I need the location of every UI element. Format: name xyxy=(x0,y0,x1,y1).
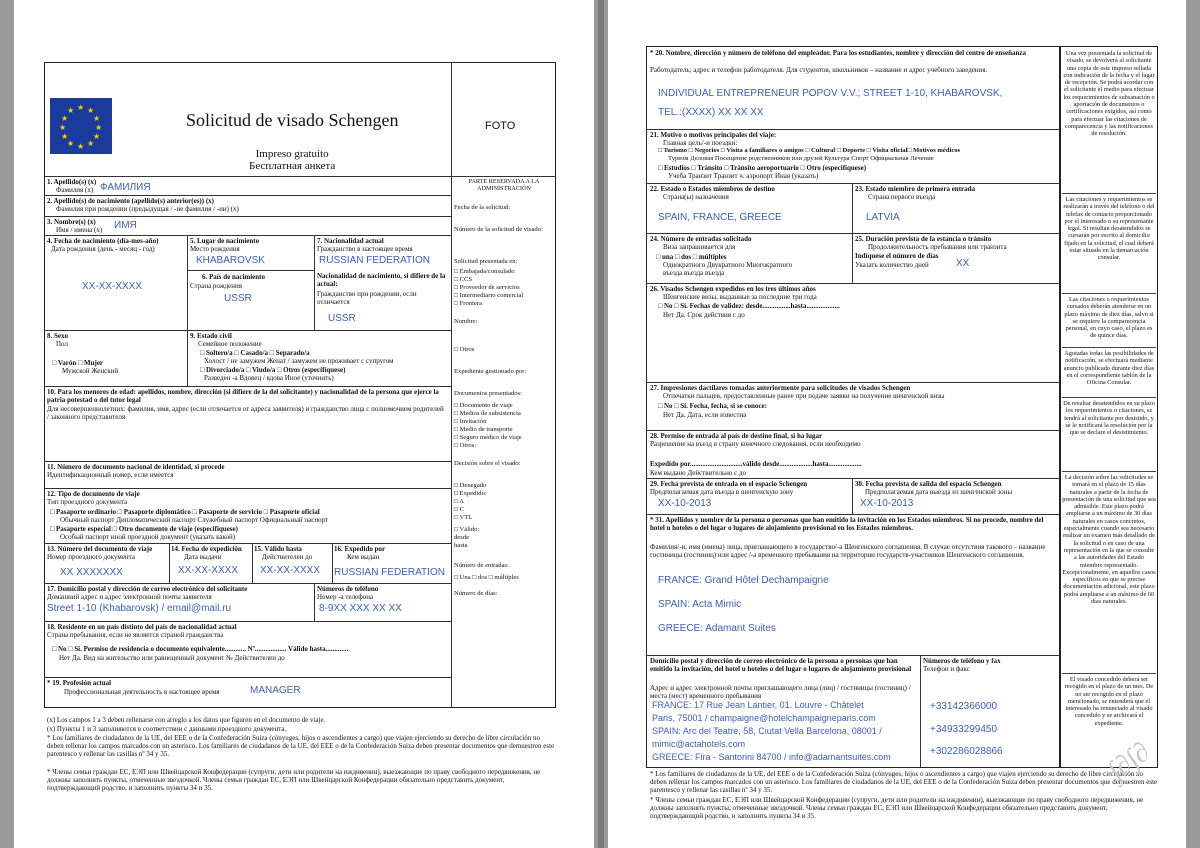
admin-item: Nombre: xyxy=(454,318,478,325)
footnote-1: (x) Los campos 1 a 3 deben rellenarse con arreglo a los datos que figuren en el documento de viaje. xyxy=(47,716,326,724)
side-note: Las citaciones o requerimientos cursados deberán atenderse en un plazo máximo de diez días, salvo si se requiere la comparecencia personal, en cuyo caso, el plazo es de quince días. xyxy=(1064,296,1154,340)
footnote-p2-2: * Члены семьи граждан ЕС, ЕЭП или Швейцарской Конфедерации (супруги, дети или родители на иждивении), выезжающие по праву свободного передвижения, не должны заполнять пункты, отмеченные звездочкой. Члены семьи граждан ЕС, ЕЭП или Швейцарской Конфедерации обязательно представить документ, подтверждающий родство, и заполнить пункты 34 и 35. xyxy=(650,796,1144,820)
inviter-phone-2[interactable]: +34933299450 xyxy=(930,724,998,735)
field-24-ru: Виза запрашивается для xyxy=(663,243,736,251)
marital-options-2-ru: Разведен -а Вдовец / вдова Иное (уточнить) xyxy=(204,374,334,382)
inviter-phone-3[interactable]: +302286028866 xyxy=(930,746,1003,757)
admin-item: Expediente gestionado por: xyxy=(454,368,527,375)
field-19-ru: Профессиональная деятельность в настоящее время xyxy=(64,688,220,696)
field-16-label: 16. Expedido por xyxy=(334,545,386,553)
admin-header: PARTE RESERVADA A LA ADMINISTRACIÓN xyxy=(468,178,540,192)
field-29-ru: Предполагаемая дата въезда в шенгенскую зону xyxy=(650,488,794,496)
field-17-ru: Домашний адрес и адрес электронной почты заявителя xyxy=(47,593,212,601)
admin-item[interactable]: □ Una □ dos □ múltiples xyxy=(454,574,519,581)
field-11-label: 11. Número de documento nacional de identidad, si procede xyxy=(47,463,225,471)
employer-value-2[interactable]: TEL.:(XXXX) XX XX XX xyxy=(658,107,764,118)
doc-type-options-2-ru: Особый паспорт иной проездной документ (указать какой) xyxy=(60,533,236,541)
field-31-label: * 31. Apellidos y nombre de la persona o personas que han emitido la invitación en los Estados miembros. Si no procede, nombre del hotel u hoteles o del lugar o lugares de alojamiento provisional en los Estados miembros. xyxy=(650,516,1044,532)
eu-flag-icon: ★ ★ ★ ★ ★ ★ ★ ★ ★ ★ ★ ★ xyxy=(50,98,112,154)
admin-item: Número de la solicitud de visado: xyxy=(454,226,543,233)
admin-item[interactable]: □ Invitación xyxy=(454,418,487,425)
field-7-ru: Гражданство в настоящее время xyxy=(317,245,413,253)
employer-value-1[interactable]: INDIVIDUAL ENTREPRENEUR POPOV V.V.; STREET 1-10, KHABAROVSK, xyxy=(658,88,1003,99)
field-11-ru: Идентификационный номер, если имеется xyxy=(47,471,174,479)
nationality-value[interactable]: RUSSIAN FEDERATION xyxy=(319,255,430,266)
field-8-label: 8. Sexo xyxy=(47,332,68,340)
field-20-label: * 20. Nombre, dirección y número de teléfono del empleador. Para los estudiantes, nombre y dirección del centro de enseñanza xyxy=(650,49,1026,57)
side-note: De resultar desatendidos en su plazo los requerimientos o citaciones, se tendrá al solicitante por desistido, y se le notificará la resolución por la que se declare el desistimiento. xyxy=(1063,400,1155,437)
admin-item[interactable]: □ Denegado xyxy=(454,482,487,489)
admin-item[interactable]: □ Otros: xyxy=(454,442,477,449)
field-26-ru: Шенгенские визы, выданные за последние три года xyxy=(663,293,817,301)
inviter-address-2[interactable]: Paris, 75001 / champaigne@hotelchampaigneparis.com xyxy=(652,713,876,723)
phone-value[interactable]: 8-9XX XXX XX XX xyxy=(319,603,402,614)
field-19-label: * 19. Profesión actual xyxy=(47,679,112,687)
field-24-label: 24. Número de entradas solicitado xyxy=(650,235,752,243)
side-note-divider xyxy=(1062,347,1156,348)
form-title: Solicitud de visado Schengen xyxy=(186,110,399,130)
admin-item[interactable]: □ Proveedor de servicios xyxy=(454,284,520,291)
purpose-options-2[interactable]: □ Estudios □ Tránsito □ Tránsito aeroportuario □ Otro (especifíquese) xyxy=(658,164,867,172)
marital-options-2[interactable]: □ Divorciado/a □ Viudo/a □ Otros (especifíquese) xyxy=(200,366,346,374)
admin-item: hasta xyxy=(454,542,468,549)
field-16-ru: Кем выдан xyxy=(347,553,380,561)
exit-date-value[interactable]: XX-10-2013 xyxy=(860,498,914,509)
field-22-label: 22. Estado o Estados miembros de destino xyxy=(650,185,775,193)
side-note: La decisión sobre las solicitudes se tomará en el plazo de 15 días naturales a partir de la fecha de presentación de una solicitud que sea admisible. Este plazo podrá ampliarse a un máximo de 30 días naturales en casos concretos, especialmente cuando sea necesario realizar un examen más detallado de la solicitud o en caso de una representación en la que se consulte a las autoridades del Estado miembro representado. Excepcionalmente, en aquellos casos específicos en que se precise documentación adicional, este plazo podrá ampliarse a un máximo de 60 días naturales. xyxy=(1062,474,1156,606)
field-1-label: 1. Apellido(s) (x) xyxy=(47,178,97,186)
field-14-label: 14. Fecha de expedición xyxy=(171,545,242,553)
field-27-ru: Отпечатки пальцев, предоставленные ранее при подаче заявки на получение шенгенской визы xyxy=(663,392,945,400)
footnote-3: * Los familiares de ciudadanos de la UE, del EEE o de la Confederación Suiza (cónyuges, hijos o ascendientes a cargo) que viajen ejerciendo su derecho de libre circulación no deben rellenar los campos marcados con un asterisco. Los familiares de ciudadanos de la UE, del EEE o de la Confederación Suiza deben presentar documentos que demuestren este parentesco y rellenar las casillas nº 34 y 35. xyxy=(47,734,555,758)
fingerprint-options[interactable]: □ No □ Sí. Fecha, fecha, si se conoce: xyxy=(658,402,767,410)
side-note-divider xyxy=(1062,673,1156,674)
field-25-ru-3: Указать количество дней xyxy=(855,261,929,269)
field-28-ru: Разрешение на въезд в страну конечного следования, если необходимо xyxy=(650,440,861,448)
sex-options[interactable]: □ Varón □ Mujer xyxy=(52,359,104,367)
admin-item[interactable]: □ CCS xyxy=(454,276,473,283)
footnote-2: (x) Пункты 1 и 3 заполняются в соответствии с данными проездного документа. xyxy=(47,725,287,733)
field-32b-ru: Телефон и факс xyxy=(923,665,970,673)
inviter-france[interactable]: FRANCE: Grand Hôtel Dechampaigne xyxy=(658,575,829,586)
field-23-label: 23. Estado miembro de primera entrada xyxy=(855,185,976,193)
side-note: Una vez presentada la solicitud de visado, se devolverá al solicitante una copia de este impreso sellada con indicación de la fecha y el lugar de recepción. Se podrá acordar con el solicitante el medio para efectuar los requerimientos de subsanación o aportación de documentos o certificaciones exigidos, así como para efectuar las citaciones de comparecencia y las notificaciones de resolución. xyxy=(1063,50,1155,138)
field-26-label: 26. Visados Schengen expedidos en los tres últimos años xyxy=(650,285,816,293)
inviter-address-3[interactable]: SPAIN: Arc del Teatre, 58, Ciutat Vella Barcelona, 08001 / xyxy=(652,726,882,736)
admin-item[interactable]: □ VTL xyxy=(454,514,473,521)
field-17b-label: Números de teléfono xyxy=(317,585,379,593)
side-note-divider xyxy=(1062,193,1156,194)
admin-item: Número de entradas: xyxy=(454,562,509,569)
field-23-ru: Страна первого въезда xyxy=(868,193,936,201)
page-divider xyxy=(598,0,604,848)
sex-options-ru: Мужской Женский xyxy=(62,367,119,375)
admin-item[interactable]: □ Válido: xyxy=(454,526,480,533)
admin-item[interactable]: □ Otros xyxy=(454,346,475,353)
birthplace-value[interactable]: KHABAROVSK xyxy=(196,255,265,266)
surname-value[interactable]: ФАМИЛИЯ xyxy=(100,182,151,193)
admin-item[interactable]: □ Seguro médico de viaje xyxy=(454,434,522,441)
admin-item: Solicitud presentada en: xyxy=(454,258,518,265)
purpose-options-1-ru: Туризм Деловая Посещение родственников или друзей Культура Спорт Официальная Лечение xyxy=(668,155,934,162)
field-7b-label: Nacionalidad de nacimiento, si difiere de la actual: xyxy=(317,272,446,288)
fingerprint-options-ru: Нет Да. Дата, если известна xyxy=(663,411,747,419)
address-email-value[interactable]: Street 1-10 (Khabarovsk) / email@mail.ru xyxy=(47,603,232,614)
admin-item: Documentos presentados: xyxy=(454,390,522,397)
admin-item[interactable]: □ Expedido: xyxy=(454,490,487,497)
inviter-greece[interactable]: GREECE: Adamant Suites xyxy=(658,623,776,634)
field-18-ru: Страна пребывания, если не является страной гражданства xyxy=(47,631,224,639)
field-29-label: 29. Fecha prevista de entrada en el espacio Schengen xyxy=(650,480,808,488)
entry-permit-line[interactable]: Expedido por..............................válido desde...................hasta................... xyxy=(650,460,862,468)
entries-options-ru-2: въезда въезда въезда xyxy=(663,269,725,277)
field-2-ru: Фамилия при рождении (предыдущая / -ие фамилия / -ии) (x) xyxy=(56,205,239,213)
entries-options-ru: Однократного Двукратного Многократного xyxy=(663,261,793,269)
field-32-ru: Адрес и адрес электронной почты приглашающего лица (лиц) / гостиницы (гостиниц) / места (мест) временного пребывания xyxy=(650,684,911,700)
field-9-label: 9. Estado civil xyxy=(190,332,232,340)
entry-permit-line-ru: Кем выдано Действительно с до xyxy=(650,469,747,477)
admin-item: desde xyxy=(454,534,470,541)
admin-item[interactable]: □ Medios de subsistencia xyxy=(454,410,521,417)
field-25-ru: Продолжительность пребывания или транзита xyxy=(868,243,1007,251)
field-30-ru: Предполагаемая дата выезда из шенгенской зоны xyxy=(865,488,1013,496)
admin-item: Fecha de la solicitud: xyxy=(454,204,511,211)
birthdate-value[interactable]: XX-XX-XXXX xyxy=(82,281,143,292)
field-14-ru: Дата выдачи xyxy=(184,553,222,561)
profession-value[interactable]: MANAGER xyxy=(250,685,301,696)
photo-box: FOTO xyxy=(485,120,516,132)
inviter-address-1[interactable]: FRANCE: 17 Rue Jean Lantier, 01. Louvre - Châtelet xyxy=(652,700,864,710)
side-note: Las citaciones y requerimientos se realizarán a través del teléfono o del telefax de contacto proporcionado por el interesado o su representante legal. Si resultan desatendidos se cursarán por escrito al domicilio fijado en la solicitud, el cual deberá estar situado en la demarcación consular. xyxy=(1063,196,1155,262)
name-value[interactable]: ИМЯ xyxy=(114,220,137,231)
field-7-label: 7. Nacionalidad actual xyxy=(317,237,384,245)
field-10-ru: Для несовершеннолетних: фамилия, имя, адрес (если отличается от адреса заявителя) и гражданство лица с полномочием родителей / законного представителя xyxy=(47,405,444,421)
inviter-phone-1[interactable]: +33142366000 xyxy=(930,701,998,712)
inviter-address-5[interactable]: GREECE: Fira - Santorini 84700 / info@adamantsuites.com xyxy=(652,752,891,762)
admin-item[interactable]: □ Documento de viaje xyxy=(454,402,513,409)
field-7b-ru: Гражданство при рождении, если отличается xyxy=(317,290,417,306)
field-6-ru: Страна рождения xyxy=(190,282,242,290)
admin-item[interactable]: □ A xyxy=(454,498,465,505)
field-1-ru: Фамилия (x) xyxy=(56,186,94,194)
field-4-label: 4. Fecha de nacimiento (día-mes-año) xyxy=(47,237,159,245)
admin-item[interactable]: □ Frontera xyxy=(454,300,482,307)
field-15-ru: Действителен до xyxy=(262,553,313,561)
birth-country-value[interactable]: USSR xyxy=(224,293,252,304)
field-3-ru: Имя / имена (x) xyxy=(56,226,103,234)
document-page-1 xyxy=(14,0,594,848)
field-17-label: 17. Domicilio postal y dirección de correo electrónico del solicitante xyxy=(47,585,248,593)
previous-visa-options-ru: Нет Да. Срок действия с до xyxy=(663,311,745,319)
field-31-ru: Фамилия/-и, имя (имена) лица, приглашающего в государство/-а Шенгенского соглашения. В случае отсутствия такового – название гостиницы (гостиниц) или адрес /-а временного пребывания на территории государств-участников Шенгенского соглашения. xyxy=(650,543,1046,559)
marital-options-1-ru: Холост / не замужем Женат / замужем не проживает с супругом xyxy=(204,357,394,365)
purpose-options-1[interactable]: □ Turismo □ Negocios □ Visita a familiares o amigos □ Cultural □ Deporte □ Visita oficial□ Motivos médicos xyxy=(658,147,961,154)
side-note: Agotadas todas las posibilidades de notificación, se efectuará mediante anuncio publicado durante diez días en el correspondiente tablón de la Oficina Consular. xyxy=(1063,350,1155,387)
field-15-label: 15. Válido hasta xyxy=(254,545,302,553)
admin-item: Decisión sobre el visado: xyxy=(454,460,521,467)
side-note-divider xyxy=(1062,293,1156,294)
field-32-label: Domicilio postal y dirección de correo electrónico de la persona o personas que han emitido la invitación, del hotel u hoteles o del lugar o lugares de alojamiento provisional xyxy=(650,657,912,673)
side-note-divider xyxy=(1062,397,1156,398)
field-21-ru: Главная цель/-и поездки: xyxy=(663,139,738,147)
admin-item[interactable]: □ C xyxy=(454,506,465,513)
footnote-p2-1: * Los familiares de ciudadanos de la UE, del EEE o de la Confederación Suiza (cónyuges, hijos o ascendientes a cargo) que viajen ejerciendo su derecho de libre circulación no deben rellenar los campos marcados con un asterisco. Los familiares de ciudadanos de la UE, del EEE o de la Confederación Suiza deben presentar documentos que demuestren este parentesco y rellenar las casillas nº 34 y 35. xyxy=(650,770,1158,794)
field-6-label: 6. País de nacimiento xyxy=(202,273,265,281)
side-note: El visado concedido deberá ser recogido en el plazo de un mes. De no ser recogido en el plazo mencionado, se entenderá que el interesado ha renunciado al visado concedido y se archivará el expediente. xyxy=(1064,676,1154,727)
doc-type-options-1[interactable]: □ Pasaporte ordinario □ Pasaporte diplomático □ Pasaporte de servicio □ Pasaporte oficial xyxy=(50,508,320,516)
side-note-divider xyxy=(1062,471,1156,472)
field-32b-label: Números de teléfono y fax xyxy=(923,657,1001,665)
entry-date-value[interactable]: XX-10-2013 xyxy=(658,498,712,509)
birth-nationality-value[interactable]: USSR xyxy=(328,313,356,324)
field-25-label: 25. Duración prevista de la estancia o tránsito xyxy=(855,235,992,243)
field-9-ru: Семейное положение xyxy=(198,340,262,348)
passport-number-value[interactable]: XX XXXXXXX xyxy=(60,567,123,578)
form-subtitle: Impreso gratuito Бесплатная анкета xyxy=(249,148,336,172)
admin-item: Número de días: xyxy=(454,590,498,597)
field-10-label: 10. Para los menores de edad: apellidos, nombre, dirección (si difiere de la del solicitante) y nacionalidad de la persona que ejerce la patria potestad o del tutor legal xyxy=(47,388,439,404)
field-18-label: 18. Residente en un país distinto del país de nacionalidad actual xyxy=(47,623,237,631)
field-12-ru: Тип проездного документа xyxy=(47,498,128,506)
field-4-ru: Дата рождения (день - месяц - год) xyxy=(51,245,155,253)
residence-options[interactable]: □ No □ Sí. Permiso de residencia o documento equivalente............ Nº.................. Válido hasta............. xyxy=(52,645,349,653)
field-20-ru: Работодатель; адрес и телефон работодателя. Для студентов, школьников – название и адрес учебного заведения. xyxy=(650,66,988,74)
valid-until-value[interactable]: XX-XX-XXXX xyxy=(260,565,321,576)
field-12-label: 12. Tipo de documento de viaje xyxy=(47,490,140,498)
footnote-4: * Члены семьи граждан ЕС, ЕЭП или Швейцарской Конфедерации (супруги, дети или родители на иждивении), выезжающие по праву свободного передвижения, не должны заполнять пункты, отмеченные звездочкой. Члены семьи граждан ЕС, ЕЭП или Швейцарской Конфедерации обязательно представить документ, подтверждающий родство, и заполнить пункты 34 и 35. xyxy=(47,768,541,792)
field-13-ru: Номер проездного документа xyxy=(47,553,135,561)
field-3-label: 3. Nombre(s) (x) xyxy=(47,218,96,226)
field-2-label: 2. Apellido(s) de nacimiento (apellido(s) anterior(es)) (x) xyxy=(47,197,215,205)
marital-options-1[interactable]: □ Soltero/a □ Casado/a □ Separado/a xyxy=(200,349,310,357)
field-21-label: 21. Motivo o motivos principales del viaje: xyxy=(650,131,777,139)
issued-by-value[interactable]: RUSSIAN FEDERATION xyxy=(334,567,445,578)
field-22-ru: Страна(ы) назначения xyxy=(663,193,729,201)
field-5-ru: Место рождения xyxy=(190,245,240,253)
inviter-address-4[interactable]: mimic@actahotels.com xyxy=(652,739,746,749)
issue-date-value[interactable]: XX-XX-XXXX xyxy=(178,565,239,576)
watermark-icon: ∫∂∫∂ xyxy=(1102,736,1156,787)
doc-type-options-1-ru: Обычный паспорт Дипломатический паспорт Служебный паспорт Официальный паспорт xyxy=(60,516,329,524)
destination-value[interactable]: SPAIN, FRANCE, GREECE xyxy=(658,212,782,223)
first-entry-value[interactable]: LATVIA xyxy=(866,212,900,223)
inviter-spain[interactable]: SPAIN: Acta Mimic xyxy=(658,599,742,610)
field-25-ru-2: Indíquese el número de días xyxy=(855,252,939,260)
field-17b-ru: Номер -а телефона xyxy=(317,593,374,601)
duration-value[interactable]: XX xyxy=(956,258,970,269)
field-8-ru: Пол xyxy=(56,340,68,348)
field-27-label: 27. Impresiones dactilares tomadas anteriormente para solicitudes de visados Schengen xyxy=(650,384,911,392)
field-13-label: 13. Número del documento de viaje xyxy=(47,545,153,553)
entries-options[interactable]: □ una □ dos □ múltiples xyxy=(656,253,727,261)
residence-options-ru: Нет Да. Вид на жительство или равноценный документ № Действителен до xyxy=(59,654,285,662)
admin-item[interactable]: □ Intermediario comercial xyxy=(454,292,524,299)
purpose-options-2-ru: Учеба Транзит Транзит ч. аэропорт Иная (указать) xyxy=(668,172,819,180)
previous-visa-options[interactable]: □ No □ Sí. Fechas de validez: desde................hasta................... xyxy=(658,302,840,310)
field-28-label: 28. Permiso de entrada al país de destino final, si ha lugar xyxy=(650,432,823,440)
admin-item[interactable]: □ Medio de transporte xyxy=(454,426,513,433)
doc-type-options-2[interactable]: □ Pasaporte especial □ Otro documento de viaje (especifíquese) xyxy=(50,525,238,533)
field-5-label: 5. Lugar de nacimiento xyxy=(190,237,260,245)
admin-item[interactable]: □ Embajada/consulado xyxy=(454,268,515,275)
field-30-label: 30. Fecha prevista de salida del espacio Schengen xyxy=(855,480,1002,488)
